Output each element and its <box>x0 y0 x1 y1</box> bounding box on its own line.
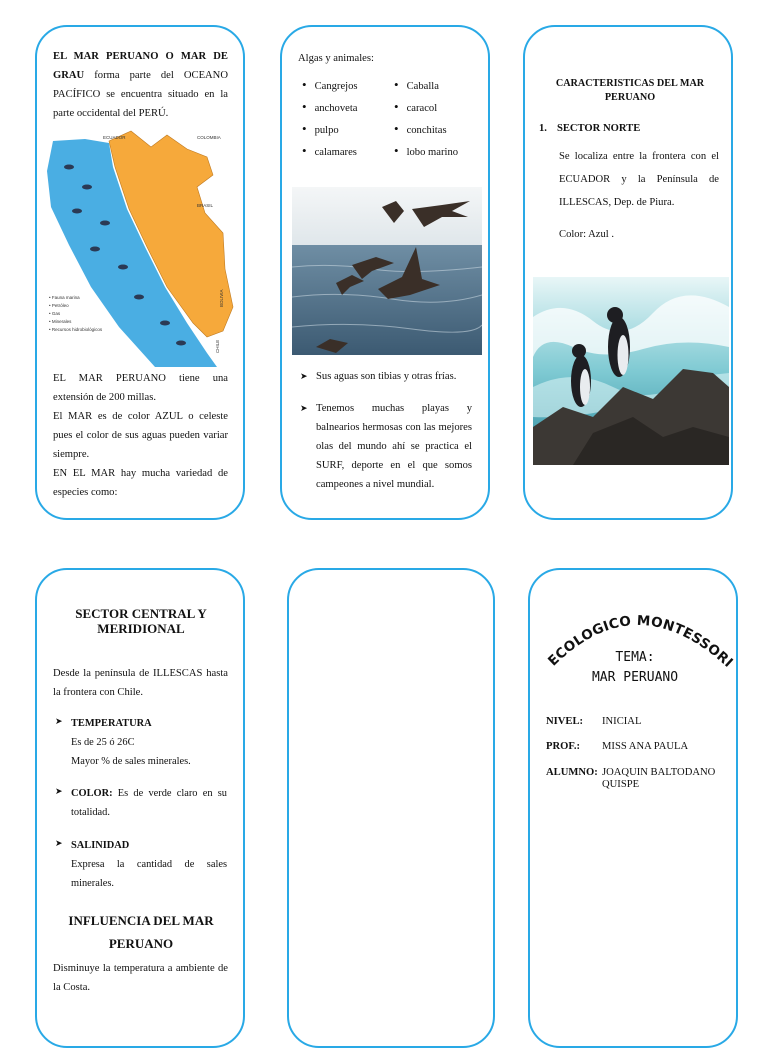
bullet-temperature-water <box>300 367 472 386</box>
map-label-ecuador: ECUADOR <box>103 135 126 140</box>
bullet-text: Tenemos muchas playas y balnearios hermosas con las mejores olas del mundo ahí se practica el SURF, deporte en el que somos campeones a nivel mundial. <box>316 403 472 490</box>
info-value: INICIAL <box>602 716 642 727</box>
info-label: PROF.: <box>546 741 581 752</box>
panel-empty <box>287 568 495 1048</box>
bullet-label: COLOR: <box>71 788 113 799</box>
section-description: Se localiza entre la frontera con el ECUADOR y la Península de ILLESCAS, Dep. de Piura. <box>559 151 719 208</box>
central-sector-heading: SECTOR CENTRAL Y MERIDIONAL <box>75 606 207 636</box>
legend-item: • Gas <box>49 311 61 316</box>
school-name: ECOLOGICO MONTESSORI <box>545 612 736 670</box>
panel-species <box>280 25 490 520</box>
arrow-bullet-icon: ➤ <box>55 716 63 726</box>
bullet-text: Sus aguas son tibias y otras frías. <box>316 371 457 382</box>
arrow-bullet-icon: ➤ <box>55 786 63 796</box>
bullet-rest: Es de verde claro en su totalidad. <box>71 788 227 818</box>
section-number: 1. <box>539 123 547 134</box>
section-title: SECTOR NORTE <box>556 123 641 134</box>
legend-item: • Petróleo <box>49 303 69 308</box>
bullet-label: SALINIDAD <box>71 840 130 851</box>
section-color: Color: Azul . <box>559 229 615 240</box>
section-heading <box>539 123 640 134</box>
bullet-text: Expresa la cantidad de sales minerales. <box>71 859 227 889</box>
peru-map <box>47 127 237 367</box>
list-item: • conchitas <box>394 119 458 141</box>
species-list-left <box>302 75 358 163</box>
map-label-colombia: COLOMBIA <box>197 135 221 140</box>
arrow-bullet-icon: ➤ <box>55 838 63 848</box>
legend-item: • Minerales <box>49 319 72 324</box>
list-item: • pulpo <box>302 119 358 141</box>
info-value: MISS ANA PAULA <box>602 741 689 752</box>
map-label-bolivia: BOLIVIA <box>219 289 224 307</box>
tema-block <box>540 648 730 688</box>
map-label-chile: CHILE <box>215 339 220 353</box>
pelicans-photo <box>292 187 482 355</box>
penguins-photo <box>533 277 729 465</box>
arrow-bullet-icon: ➤ <box>300 371 308 381</box>
panel-characteristics <box>523 25 733 520</box>
legend-item: • Fauna marina <box>49 295 80 300</box>
info-label: ALUMNO: <box>546 767 598 778</box>
list-item: • caracol <box>394 97 458 119</box>
influence-text: Disminuye la temperatura a ambiente de la Costa. <box>53 963 228 993</box>
tema-label: TEMA: <box>615 650 655 665</box>
bullet-beaches <box>300 399 472 494</box>
intro-paragraph <box>53 47 228 123</box>
species-list-right <box>394 75 458 163</box>
panel-intro <box>35 25 245 520</box>
panel-central-sector <box>35 568 245 1048</box>
list-item: • anchoveta <box>302 97 358 119</box>
paragraph-species: EN EL MAR hay mucha variedad de especies como: <box>53 468 228 498</box>
characteristics-title: CARACTERISTICAS DEL MAR PERUANO <box>555 78 705 103</box>
intro-bold-text: EL MAR PERUANO O MAR DE GRAU <box>53 51 228 81</box>
bullet-text <box>71 784 227 822</box>
intro-rest-text: forma parte del OCEANO PACÍFICO se encuentra situado en la parte occidental del PERÚ. <box>53 70 228 119</box>
list-item: • lobo marino <box>394 141 458 163</box>
central-sector-intro: Desde la península de ILLESCAS hasta la frontera con Chile. <box>53 668 228 698</box>
bullet-label: TEMPERATURA <box>71 718 152 729</box>
paragraph-color: El MAR es de color AZUL o celeste pues el color de sus aguas pueden variar siempre. <box>53 411 228 460</box>
arrow-bullet-icon: ➤ <box>300 403 308 413</box>
legend-item: • Recursos hidrobiológicos <box>49 327 103 332</box>
panel-cover <box>528 568 738 1048</box>
bullet-text: Es de 25 ó 26C Mayor % de sales minerales. <box>71 737 191 767</box>
info-label: NIVEL: <box>546 716 584 727</box>
species-heading: Algas y animales: <box>298 53 374 64</box>
info-value: JOAQUIN BALTODANO QUISPE <box>602 767 716 790</box>
paragraph-extension: EL MAR PERUANO tiene una extensión de 200 millas. <box>53 373 228 403</box>
sea-description <box>53 369 228 502</box>
list-item: • calamares <box>302 141 358 163</box>
list-item: • Caballa <box>394 75 458 97</box>
tema-value: MAR PERUANO <box>591 670 679 685</box>
influence-heading: INFLUENCIA DEL MAR PERUANO <box>68 913 214 951</box>
list-item: • Cangrejos <box>302 75 358 97</box>
map-label-brasil: BRASIL <box>197 203 214 208</box>
